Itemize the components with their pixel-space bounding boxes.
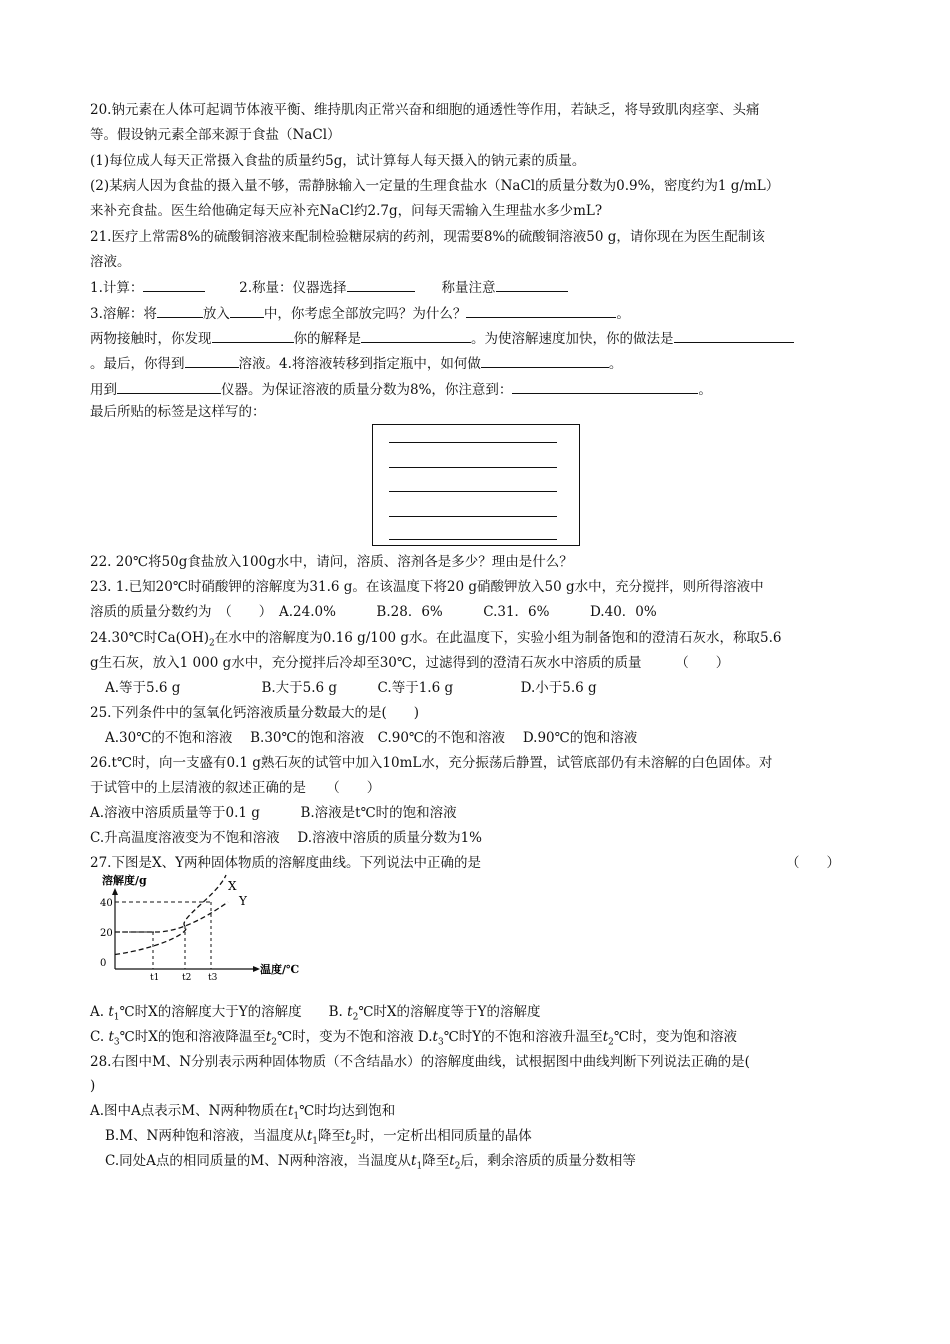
text: ℃时X的饱和溶液降温至 [119, 1029, 266, 1045]
label-line[interactable] [389, 491, 557, 492]
q23-line2: 溶质的质量分数约为 （ ） A.24.0% B.28．6% C.31．6% D.40．0% [90, 604, 657, 620]
text: ℃时，变为不饱和溶液 D. [277, 1029, 433, 1045]
subscript: 2 [271, 1037, 277, 1048]
q24-line2: g生石灰，放入1 000 g水中，充分搅拌后冷却至30℃，过滤得到的澄清石灰水中溶质的质量 （ ） [90, 655, 730, 671]
q28-line2: ) [90, 1078, 96, 1094]
x-axis-label: 温度/℃ [260, 963, 300, 976]
subscript: 3 [113, 1037, 120, 1048]
weigh-note-label: 称量注意 [441, 280, 496, 296]
y-axis-label: 溶解度/g [102, 874, 147, 887]
text: ℃时均达到饱和 [299, 1103, 396, 1119]
text: t [265, 1029, 272, 1045]
subscript: 3 [437, 1037, 444, 1048]
blank-tools[interactable] [117, 379, 221, 394]
y-tick-label: 0 [100, 958, 107, 969]
q23-line1: 23. 1.已知20℃时硝酸钾的溶解度为31.6 g。在该温度下将20 g硝酸钾放入50 g水中，充分搅拌，则所得溶液中 [90, 579, 764, 595]
text: 。 [616, 306, 630, 322]
q26-line1: 26.t℃时，向一支盛有0.1 g熟石灰的试管中加入10mL水，充分振荡后静置，试管底部仍有未溶解的白色固体。对 [90, 755, 773, 771]
text: 。 [698, 382, 712, 398]
blank-solute[interactable] [157, 303, 203, 318]
text: t [602, 1029, 609, 1045]
q20-part2-cont: 来补充食盐。医生给他确定每天应补充NaCl约2.7g，问每天需输入生理盐水多少mL? [90, 203, 603, 219]
series-x-label: X [228, 879, 237, 893]
step-calc-label: 1.计算： [90, 280, 144, 296]
text: A. [90, 1004, 109, 1020]
blank-reason[interactable] [466, 303, 616, 318]
q21-result [90, 353, 622, 374]
subscript: 2 [209, 638, 215, 649]
x-tick-label: t2 [182, 973, 192, 983]
q26-line2: 于试管中的上层清液的叙述正确的是 （ ） [90, 780, 381, 796]
q21-line2: 溶液。 [90, 254, 131, 270]
blank-weigh-note[interactable] [496, 277, 568, 292]
q21-step3 [90, 303, 630, 324]
text: 24.30℃时Ca(OH) [90, 630, 210, 646]
text: 放入 [202, 306, 230, 322]
series-y-label: Y [239, 894, 247, 908]
text: t [411, 1153, 417, 1169]
blank-transfer[interactable] [481, 353, 609, 368]
subscript: 1 [416, 1161, 423, 1172]
q27-options-cd [90, 1027, 737, 1053]
text: 在水中的溶解度为0.16 g/100 g水。在此温度下，实验小组为制备饱和的澄清石灰水，称取5.6 [214, 630, 782, 646]
label-line[interactable] [389, 442, 557, 443]
subscript: 2 [454, 1161, 461, 1172]
label-line[interactable] [389, 539, 557, 540]
q27-answer-paren: （ ） [786, 855, 840, 871]
text: C.同处A点的相同质量的M、N两种溶液，当温度从 [105, 1153, 412, 1169]
q21-tools [90, 379, 712, 400]
text: A.图中A点表示M、N两种物质在 [90, 1103, 288, 1119]
text: ℃时Y的不饱和溶液升温至 [443, 1029, 603, 1045]
q20-part1: (1)每位成人每天正常摄入食盐的质量约5g，试计算每人每天摄入的钠元素的质量。 [90, 153, 586, 169]
text: 3.溶解：将 [90, 306, 157, 322]
q28-option-a [90, 1101, 395, 1127]
x-axis-arrow [253, 966, 260, 972]
q27-options-ab [90, 1002, 540, 1028]
text: 你的解释是 [293, 331, 361, 347]
text: 中，你考虑全部放完吗？为什么？ [263, 306, 467, 322]
x-tick-label: t1 [150, 973, 160, 983]
q27-stem: 27.下图是X、Y两种固体物质的溶解度曲线。下列说法中正确的是 [90, 855, 481, 871]
q22: 22. 20℃将50g食盐放入100g水中，请问，溶质、溶剂各是多少？理由是什么？ [90, 554, 573, 570]
blank-container[interactable] [230, 303, 264, 318]
text: C. [90, 1029, 109, 1045]
subscript: 2 [352, 1012, 359, 1023]
q21-observe [90, 328, 794, 349]
q28-option-b [105, 1126, 532, 1152]
text: 仪器。为保证溶液的质量分数为8%，你注意到： [221, 382, 513, 398]
y-tick-label: 40 [100, 898, 113, 909]
solubility-chart-xy [98, 872, 318, 984]
text: 后，剩余溶质的质量分数相等 [460, 1153, 636, 1169]
blank-observation[interactable] [212, 328, 294, 343]
blank-precautions[interactable] [512, 379, 698, 394]
text: t [449, 1153, 455, 1169]
q26-options-ab: A.溶液中溶质质量等于0.1 g B.溶液是t℃时的饱和溶液 [90, 805, 457, 821]
text: 降至 [318, 1128, 346, 1144]
text: t [287, 1103, 294, 1119]
y-axis-arrow [112, 888, 118, 895]
q20-line2: 等。假设钠元素全部来源于食盐（NaCl） [90, 127, 341, 143]
text: 。最后，你得到 [90, 356, 185, 372]
y-tick-label: 20 [100, 928, 113, 939]
q21-line1: 21.医疗上常需8%的硫酸铜溶液来配制检验糖尿病的药剂，现需要8%的硫酸铜溶液50 g，请你现在为医生配制该 [90, 229, 765, 245]
text: t [432, 1029, 438, 1045]
blank-speedup[interactable] [674, 328, 794, 343]
subscript: 1 [293, 1111, 300, 1122]
text: t [108, 1004, 114, 1020]
subscript: 2 [608, 1037, 614, 1048]
q28-option-c [105, 1151, 636, 1177]
text: t [347, 1004, 353, 1020]
q26-options-cd: C.升高温度溶液变为不饱和溶液 D.溶液中溶质的质量分数为1% [90, 830, 482, 846]
text: B.M、N两种饱和溶液，当温度从 [105, 1128, 307, 1144]
q25-line1: 25.下列条件中的氢氧化钙溶液质量分数最大的是( ) [90, 705, 420, 721]
text: 。 [608, 356, 623, 372]
blank-solution[interactable] [185, 353, 239, 368]
text: ℃时，变为饱和溶液 [613, 1029, 737, 1045]
text: 降至 [422, 1153, 450, 1169]
text: 。为使溶解速度加快，你的做法是 [471, 331, 674, 347]
text: 用到 [90, 382, 117, 398]
q21-label-intro: 最后所贴的标签是这样写的： [90, 404, 266, 420]
chart-marks [100, 875, 248, 983]
label-line[interactable] [389, 516, 557, 517]
q25-options: A.30℃的不饱和溶液 B.30℃的饱和溶液 C.90℃的不饱和溶液 D.90℃的饱和溶液 [105, 730, 638, 746]
text: t [345, 1128, 351, 1144]
text: t [108, 1029, 114, 1045]
q24-options: A.等于5.6 g B.大于5.6 g C.等于1.6 g D.小于5.6 g [105, 680, 597, 696]
text: ℃时X的溶解度大于Y的溶解度 B. [119, 1004, 348, 1020]
text: t [306, 1128, 313, 1144]
subscript: 1 [113, 1012, 120, 1023]
q20-line1: 20.钠元素在人体可起调节体液平衡、维持肌肉正常兴奋和细胞的通透性等作用，若缺乏，将导致肌肉痉挛、头痛 [90, 102, 760, 118]
q20-part2: (2)某病人因为食盐的摄入量不够，需静脉输入一定量的生理食盐水（NaCl的质量分数为0.9%，密度约为1 g/mL） [90, 178, 780, 194]
step-weigh-label: 2.称量：仪器选择 [239, 280, 347, 296]
text: ℃时X的溶解度等于Y的溶解度 [358, 1004, 541, 1020]
q28-line1: 28.右图中M、N分别表示两种固体物质（不含结晶水）的溶解度曲线，试根据图中曲线判断下列说法正确的是( [90, 1054, 750, 1070]
text: 溶液。4.将溶液转移到指定瓶中，如何做 [238, 356, 481, 372]
q21-step1-2 [90, 277, 568, 298]
q24-line1 [90, 628, 781, 654]
subscript: 1 [312, 1136, 319, 1147]
text: 时，一定析出相同质量的晶体 [356, 1128, 532, 1144]
x-tick-label: t3 [208, 973, 218, 983]
blank-calc[interactable] [143, 277, 205, 292]
blank-instrument[interactable] [347, 277, 415, 292]
blank-explanation[interactable] [361, 328, 471, 343]
bottle-label-box [372, 424, 580, 546]
label-line[interactable] [389, 467, 557, 468]
text: 两物接触时，你发现 [90, 331, 212, 347]
subscript: 2 [350, 1136, 357, 1147]
